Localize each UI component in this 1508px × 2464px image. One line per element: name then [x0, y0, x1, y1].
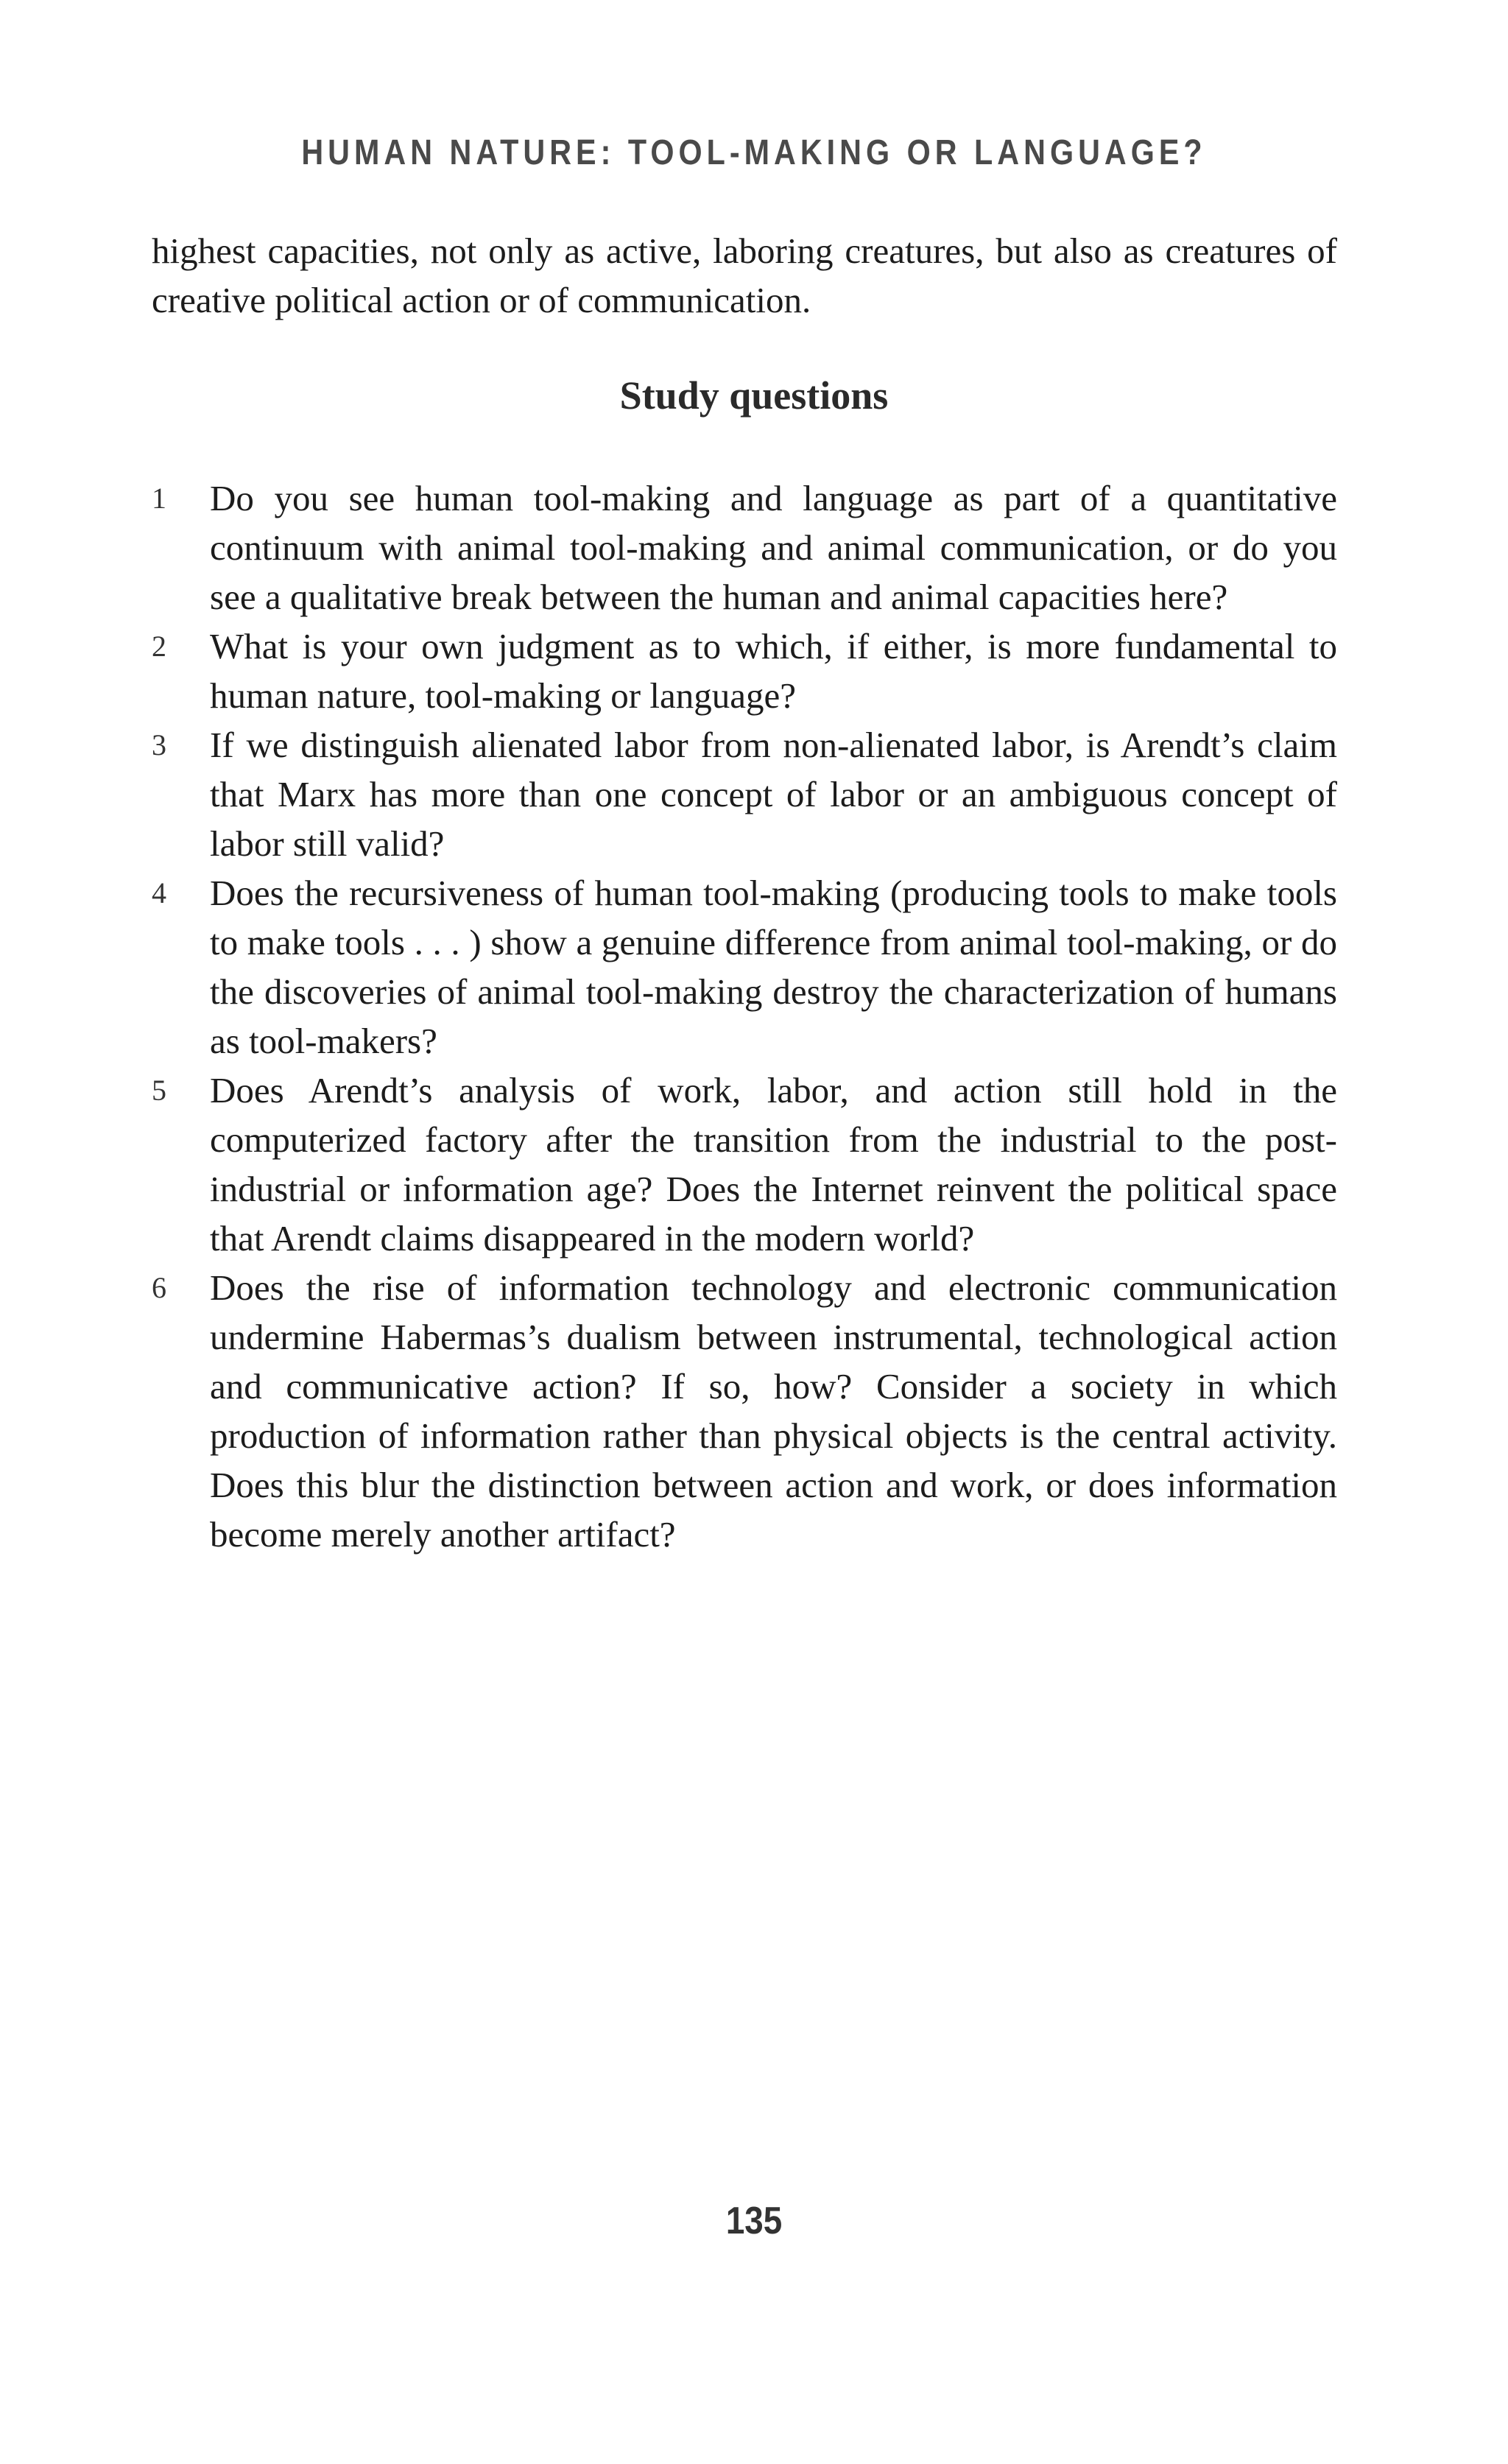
- question-number: 5: [152, 1074, 166, 1107]
- question-text: Does Arendt’s analysis of work, labor, and action still hold in the computerized factory after the transition from the industrial to the post-industrial or information age? Does the Internet reinvent the political space that Arendt claims disappeared in the modern world?: [210, 1070, 1337, 1259]
- question-number: 4: [152, 876, 166, 909]
- study-questions-list: [152, 474, 1337, 1559]
- question-item-2: [152, 622, 1337, 720]
- question-text: What is your own judgment as to which, if either, is more fundamental to human nature, tool-making or language?: [210, 626, 1337, 716]
- section-title: Study questions: [619, 373, 889, 418]
- running-head: HUMAN NATURE: TOOL-MAKING OR LANGUAGE?: [301, 133, 1207, 172]
- question-number: 3: [152, 728, 166, 761]
- question-item-1: [152, 474, 1337, 622]
- question-number: 6: [152, 1271, 166, 1304]
- page-number: 135: [725, 2200, 783, 2242]
- question-item-4: [152, 868, 1337, 1066]
- question-text: If we distinguish alienated labor from non-alienated labor, is Arendt’s claim that Marx has more than one concept of labor or an ambiguous concept of labor still valid?: [210, 725, 1337, 864]
- question-text: Does the rise of information technology and electronic communication undermine Habermas’s dualism between instrumental, technological action and communicative action? If so, how? Consider a society in which production of information rather than physical objects is the central activity. Does this blur the distinction between action and work, or does information become merely another artifact?: [210, 1267, 1337, 1555]
- question-number: 1: [152, 482, 166, 515]
- question-item-3: [152, 720, 1337, 868]
- question-text: Do you see human tool-making and language as part of a quantitative continuum with animal tool-making and animal communication, or do you see a qualitative break between the human and animal capacities here?: [210, 478, 1337, 617]
- question-number: 2: [152, 630, 166, 663]
- question-text: Does the recursiveness of human tool-making (producing tools to make tools to make tools . . . ) show a genuine difference from animal tool-making, or do the discoveries of animal tool-making destroy the characterization of humans as tool-makers?: [210, 873, 1337, 1061]
- question-item-5: [152, 1066, 1337, 1263]
- intro-paragraph: highest capacities, not only as active, laboring creatures, but also as creatures of creative political action or of communication.: [152, 230, 1337, 320]
- question-item-6: [152, 1263, 1337, 1559]
